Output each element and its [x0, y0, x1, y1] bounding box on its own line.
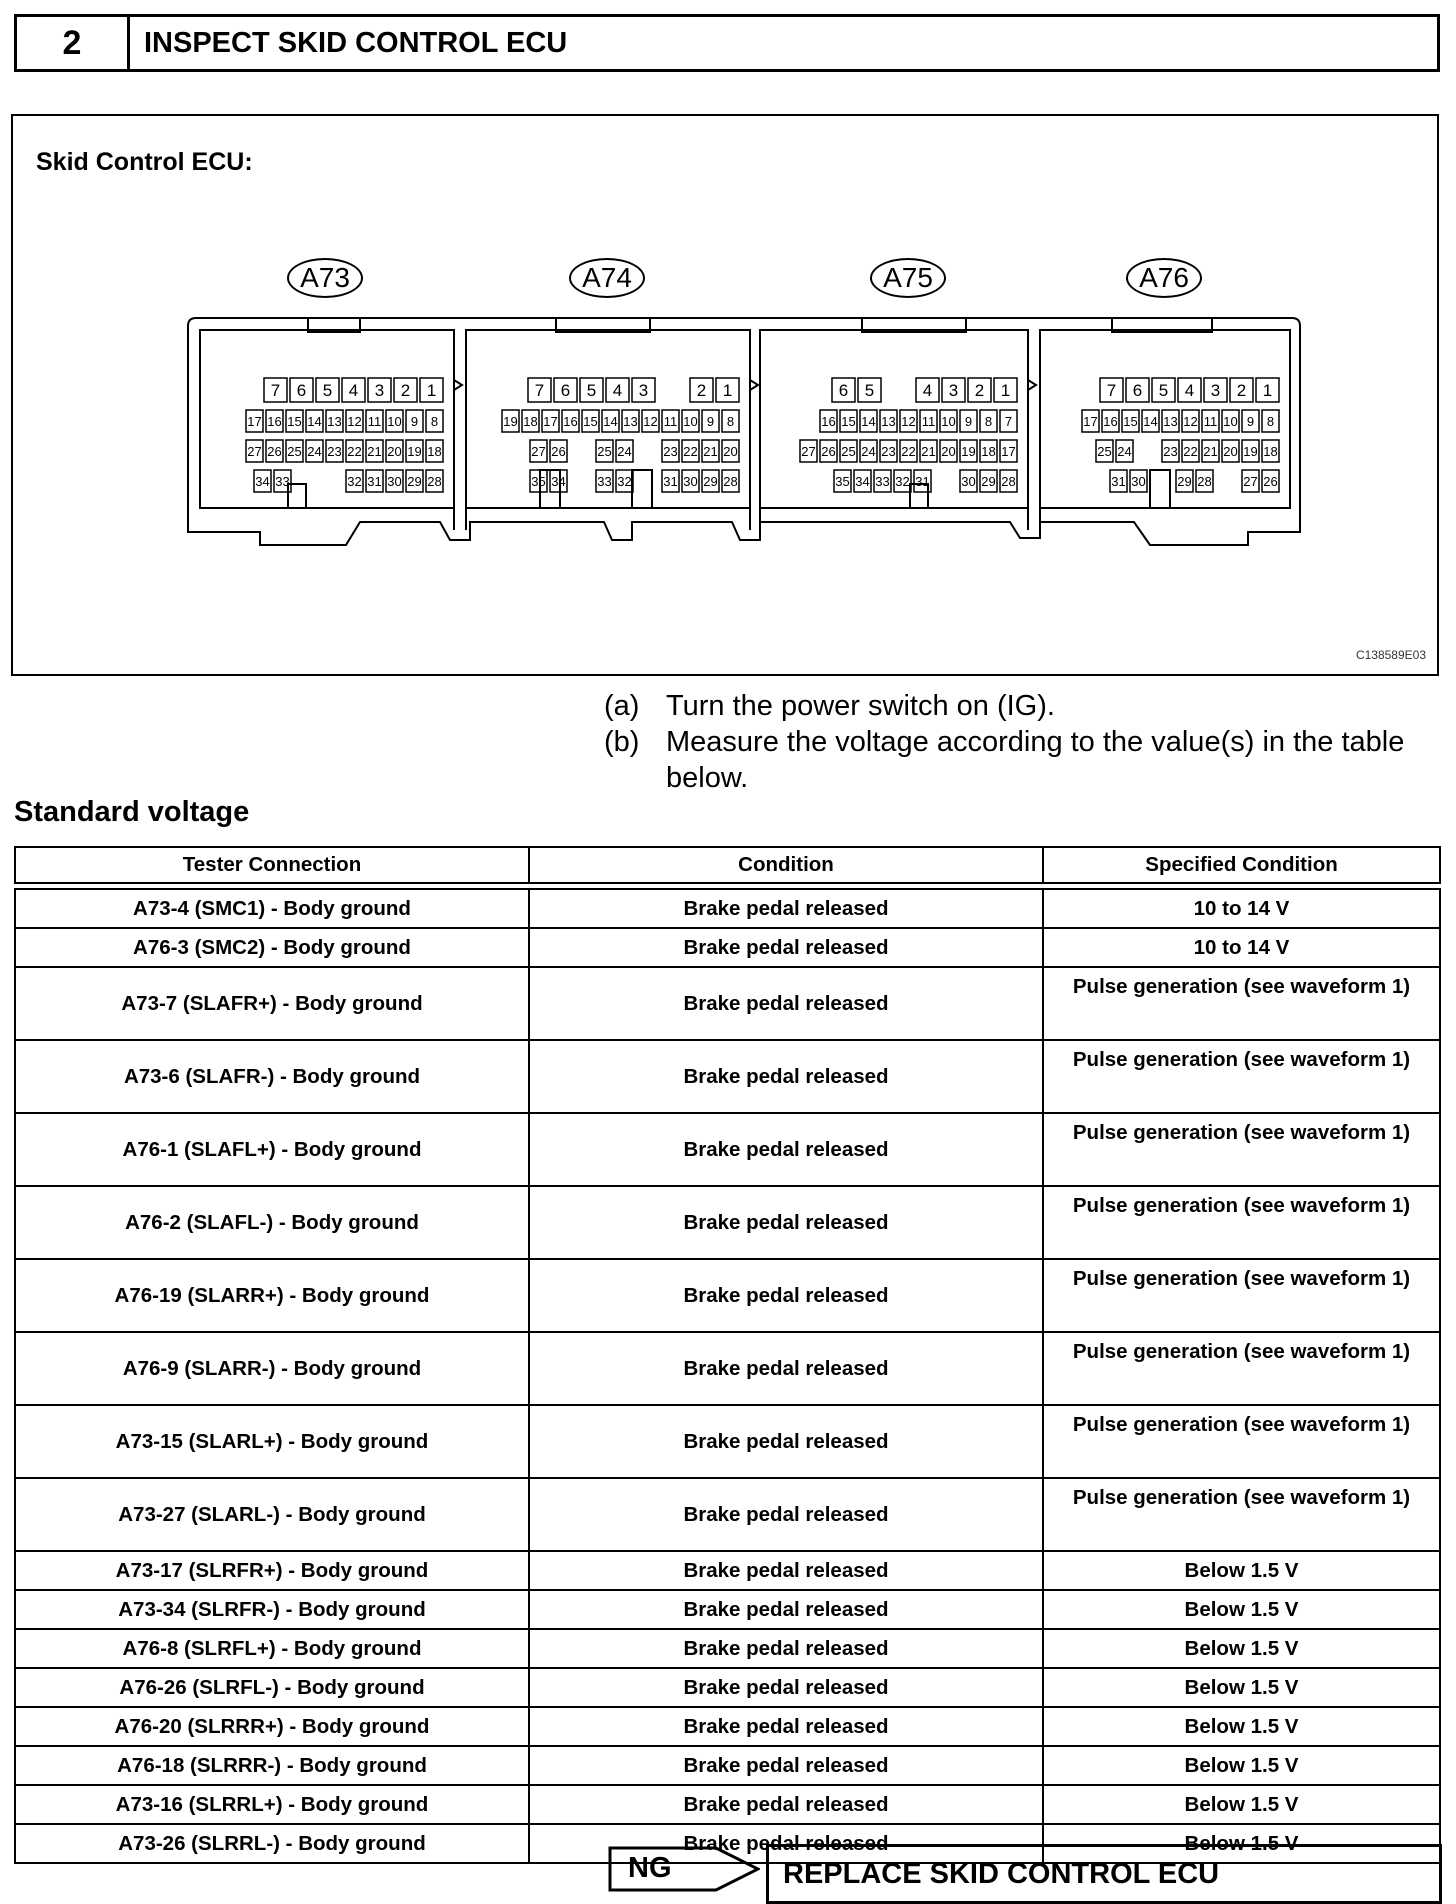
pin-number: 19 — [407, 444, 422, 459]
tester-connection-cell: A73-27 (SLARL-) - Body ground — [15, 1478, 529, 1551]
instruction-a-label: (a) — [604, 690, 640, 722]
pin-number: 12 — [643, 414, 658, 429]
pin-number: 24 — [307, 444, 322, 459]
pin-number: 14 — [861, 414, 876, 429]
pin-number: 7 — [270, 381, 281, 400]
tester-connection-cell: A76-18 (SLRRR-) - Body ground — [15, 1746, 529, 1785]
pin-number: 17 — [543, 414, 558, 429]
specified-condition-cell: Below 1.5 V — [1043, 1551, 1440, 1590]
pin-number: 5 — [586, 381, 597, 400]
pin-number: 31 — [1111, 474, 1126, 489]
pin-number: 22 — [683, 444, 698, 459]
instruction-a-text: Turn the power switch on (IG). — [666, 690, 1055, 722]
pin-number: 27 — [801, 444, 816, 459]
pin-number: 8 — [984, 414, 993, 429]
pin-number: 17 — [1083, 414, 1098, 429]
table-row — [15, 1259, 1440, 1332]
pin-number: 21 — [1203, 444, 1218, 459]
header-tester-connection: Tester Connection — [15, 847, 529, 883]
table-row — [15, 1629, 1440, 1668]
pin-number: 11 — [663, 414, 678, 429]
specified-condition-cell: Below 1.5 V — [1043, 1707, 1440, 1746]
table-row — [15, 1478, 1440, 1551]
specified-condition-cell: Pulse generation (see waveform 1) — [1043, 1405, 1440, 1478]
tester-connection-cell: A76-8 (SLRFL+) - Body ground — [15, 1629, 529, 1668]
connector-pins — [246, 378, 1279, 492]
pin-number: 6 — [296, 381, 307, 400]
condition-cell: Brake pedal released — [529, 1113, 1043, 1186]
pin-number: 31 — [367, 474, 382, 489]
pin-number: 7 — [1106, 381, 1117, 400]
step-number: 2 — [17, 17, 130, 69]
pin-number: 33 — [597, 474, 612, 489]
pin-number: 9 — [706, 414, 715, 429]
pin-number: 23 — [881, 444, 896, 459]
ng-label: NG — [628, 1852, 672, 1884]
pin-number: 34 — [551, 474, 566, 489]
table-header-row — [15, 847, 1440, 883]
pin-number: 11 — [1203, 414, 1218, 429]
instruction-b — [604, 724, 1426, 796]
pin-number: 30 — [683, 474, 698, 489]
connector-label-a76: A76 — [1126, 258, 1202, 298]
pin-number: 28 — [1001, 474, 1016, 489]
pin-number: 21 — [703, 444, 718, 459]
tester-connection-cell: A76-1 (SLAFL+) - Body ground — [15, 1113, 529, 1186]
pin-number: 1 — [1000, 381, 1011, 400]
pin-number: 28 — [427, 474, 442, 489]
condition-cell: Brake pedal released — [529, 1405, 1043, 1478]
specified-condition-cell: Pulse generation (see waveform 1) — [1043, 1040, 1440, 1113]
pin-number: 7 — [534, 381, 545, 400]
pin-number: 8 — [726, 414, 735, 429]
pin-number: 18 — [1263, 444, 1278, 459]
pin-number: 10 — [941, 414, 956, 429]
ng-box — [608, 1846, 760, 1892]
specified-condition-cell: Below 1.5 V — [1043, 1668, 1440, 1707]
pin-number: 7 — [1004, 414, 1013, 429]
specified-condition-cell: Pulse generation (see waveform 1) — [1043, 1259, 1440, 1332]
condition-cell: Brake pedal released — [529, 889, 1043, 928]
pin-number: 23 — [663, 444, 678, 459]
table-row — [15, 1707, 1440, 1746]
table-row — [15, 1668, 1440, 1707]
pin-number: 16 — [267, 414, 282, 429]
pin-number: 33 — [275, 474, 290, 489]
pin-number: 6 — [1132, 381, 1143, 400]
condition-cell: Brake pedal released — [529, 928, 1043, 967]
pin-number: 15 — [287, 414, 302, 429]
pin-number: 13 — [1163, 414, 1178, 429]
pin-number: 32 — [617, 474, 632, 489]
pin-number: 22 — [347, 444, 362, 459]
standard-voltage-title: Standard voltage — [14, 796, 250, 828]
pin-number: 6 — [838, 381, 849, 400]
pin-number: 30 — [961, 474, 976, 489]
table-row — [15, 928, 1440, 967]
pin-number: 25 — [1097, 444, 1112, 459]
pin-number: 34 — [255, 474, 270, 489]
pin-number: 31 — [915, 474, 930, 489]
pin-number: 24 — [1117, 444, 1132, 459]
pin-number: 10 — [1223, 414, 1238, 429]
pin-number: 31 — [663, 474, 678, 489]
pin-number: 21 — [367, 444, 382, 459]
pin-number: 11 — [921, 414, 936, 429]
pin-number: 33 — [875, 474, 890, 489]
pin-number: 16 — [821, 414, 836, 429]
pin-number: 27 — [1243, 474, 1258, 489]
tester-connection-cell: A76-9 (SLARR-) - Body ground — [15, 1332, 529, 1405]
condition-cell: Brake pedal released — [529, 1551, 1043, 1590]
pin-number: 11 — [367, 414, 382, 429]
tester-connection-cell: A73-26 (SLRRL-) - Body ground — [15, 1824, 529, 1863]
condition-cell: Brake pedal released — [529, 1629, 1043, 1668]
pin-number: 34 — [855, 474, 870, 489]
pin-number: 29 — [703, 474, 718, 489]
connector-label-a75: A75 — [870, 258, 946, 298]
specified-condition-cell: Pulse generation (see waveform 1) — [1043, 967, 1440, 1040]
pin-number: 29 — [1177, 474, 1192, 489]
instruction-a — [604, 688, 1426, 724]
tester-connection-cell: A73-17 (SLRFR+) - Body ground — [15, 1551, 529, 1590]
pin-number: 29 — [407, 474, 422, 489]
ecu-connector-drawing — [0, 0, 1456, 700]
pin-number: 14 — [603, 414, 618, 429]
specified-condition-cell: Pulse generation (see waveform 1) — [1043, 1332, 1440, 1405]
tester-connection-cell: A76-19 (SLARR+) - Body ground — [15, 1259, 529, 1332]
tester-connection-cell: A73-6 (SLAFR-) - Body ground — [15, 1040, 529, 1113]
condition-cell: Brake pedal released — [529, 1746, 1043, 1785]
pin-number: 25 — [841, 444, 856, 459]
pin-number: 5 — [1158, 381, 1169, 400]
instruction-b-label: (b) — [604, 726, 640, 758]
specified-condition-cell: Below 1.5 V — [1043, 1824, 1440, 1863]
tester-connection-cell: A73-15 (SLARL+) - Body ground — [15, 1405, 529, 1478]
pin-number: 28 — [1197, 474, 1212, 489]
pin-number: 9 — [964, 414, 973, 429]
pin-number: 18 — [523, 414, 538, 429]
header-specified-condition: Specified Condition — [1043, 847, 1440, 883]
pin-number: 20 — [941, 444, 956, 459]
pin-number: 4 — [612, 381, 623, 400]
table-row — [15, 1332, 1440, 1405]
pin-number: 26 — [267, 444, 282, 459]
pin-number: 25 — [287, 444, 302, 459]
table-row — [15, 1746, 1440, 1785]
pin-number: 26 — [821, 444, 836, 459]
result-action: REPLACE SKID CONTROL ECU — [766, 1844, 1442, 1904]
table-row — [15, 1186, 1440, 1259]
pin-number: 18 — [981, 444, 996, 459]
specified-condition-cell: Below 1.5 V — [1043, 1590, 1440, 1629]
specified-condition-cell: Pulse generation (see waveform 1) — [1043, 1478, 1440, 1551]
connector-label-a74: A74 — [569, 258, 645, 298]
specified-condition-cell: 10 to 14 V — [1043, 889, 1440, 928]
pin-number: 4 — [1184, 381, 1195, 400]
condition-cell: Brake pedal released — [529, 1040, 1043, 1113]
pin-number: 3 — [1210, 381, 1221, 400]
pin-number: 12 — [1183, 414, 1198, 429]
tester-connection-cell: A76-3 (SMC2) - Body ground — [15, 928, 529, 967]
tester-connection-cell: A73-16 (SLRRL+) - Body ground — [15, 1785, 529, 1824]
pin-number: 5 — [864, 381, 875, 400]
pin-number: 15 — [1123, 414, 1138, 429]
pin-number: 3 — [638, 381, 649, 400]
connector-label-a73: A73 — [287, 258, 363, 298]
table-row — [15, 889, 1440, 928]
pin-number: 5 — [322, 381, 333, 400]
specified-condition-cell: Below 1.5 V — [1043, 1629, 1440, 1668]
condition-cell: Brake pedal released — [529, 1590, 1043, 1629]
pin-number: 6 — [560, 381, 571, 400]
condition-cell: Brake pedal released — [529, 967, 1043, 1040]
pin-number: 23 — [1163, 444, 1178, 459]
pin-number: 25 — [597, 444, 612, 459]
pin-number: 29 — [981, 474, 996, 489]
pin-number: 2 — [696, 381, 707, 400]
pin-number: 13 — [623, 414, 638, 429]
pin-number: 18 — [427, 444, 442, 459]
pin-number: 12 — [347, 414, 362, 429]
pin-number: 30 — [387, 474, 402, 489]
pin-number: 20 — [723, 444, 738, 459]
pin-number: 19 — [1243, 444, 1258, 459]
specified-condition-cell: Pulse generation (see waveform 1) — [1043, 1186, 1440, 1259]
pin-number: 27 — [531, 444, 546, 459]
pin-number: 17 — [247, 414, 262, 429]
table-row — [15, 1405, 1440, 1478]
pin-number: 1 — [722, 381, 733, 400]
pin-number: 9 — [1246, 414, 1255, 429]
pin-number: 24 — [861, 444, 876, 459]
pin-number: 1 — [426, 381, 437, 400]
pin-number: 14 — [1143, 414, 1158, 429]
pin-number: 26 — [551, 444, 566, 459]
header-condition: Condition — [529, 847, 1043, 883]
pin-number: 4 — [922, 381, 933, 400]
pin-number: 20 — [387, 444, 402, 459]
pin-number: 10 — [683, 414, 698, 429]
pin-number: 19 — [503, 414, 518, 429]
specified-condition-cell: Pulse generation (see waveform 1) — [1043, 1113, 1440, 1186]
pin-number: 4 — [348, 381, 359, 400]
pin-number: 15 — [841, 414, 856, 429]
pin-number: 28 — [723, 474, 738, 489]
specified-condition-cell: Below 1.5 V — [1043, 1785, 1440, 1824]
pin-number: 24 — [617, 444, 632, 459]
condition-cell: Brake pedal released — [529, 1785, 1043, 1824]
specified-condition-cell: Below 1.5 V — [1043, 1746, 1440, 1785]
pin-number: 15 — [583, 414, 598, 429]
condition-cell: Brake pedal released — [529, 1824, 1043, 1863]
condition-cell: Brake pedal released — [529, 1186, 1043, 1259]
table-row — [15, 1113, 1440, 1186]
pin-number: 19 — [961, 444, 976, 459]
tester-connection-cell: A76-2 (SLAFL-) - Body ground — [15, 1186, 529, 1259]
pin-number: 13 — [327, 414, 342, 429]
table-row — [15, 1551, 1440, 1590]
figure-title: Skid Control ECU: — [36, 148, 253, 176]
condition-cell: Brake pedal released — [529, 1259, 1043, 1332]
tester-connection-cell: A73-4 (SMC1) - Body ground — [15, 889, 529, 928]
table-row — [15, 1040, 1440, 1113]
step-title: INSPECT SKID CONTROL ECU — [144, 26, 568, 59]
pin-number: 17 — [1001, 444, 1016, 459]
pin-number: 30 — [1131, 474, 1146, 489]
pin-number: 16 — [563, 414, 578, 429]
pin-number: 8 — [1266, 414, 1275, 429]
tester-connection-cell: A73-34 (SLRFR-) - Body ground — [15, 1590, 529, 1629]
pin-number: 23 — [327, 444, 342, 459]
table-row — [15, 1785, 1440, 1824]
pin-number: 14 — [307, 414, 322, 429]
pin-number: 27 — [247, 444, 262, 459]
pin-number: 32 — [895, 474, 910, 489]
pin-number: 2 — [1236, 381, 1247, 400]
tester-connection-cell: A76-20 (SLRRR+) - Body ground — [15, 1707, 529, 1746]
pin-number: 16 — [1103, 414, 1118, 429]
instruction-b-text: Measure the voltage according to the value(s) in the table below. — [666, 726, 1405, 794]
pin-number: 2 — [974, 381, 985, 400]
condition-cell: Brake pedal released — [529, 1707, 1043, 1746]
pin-number: 22 — [901, 444, 916, 459]
pin-number: 12 — [901, 414, 916, 429]
specified-condition-cell: 10 to 14 V — [1043, 928, 1440, 967]
pin-number: 8 — [430, 414, 439, 429]
condition-cell: Brake pedal released — [529, 1332, 1043, 1405]
pin-number: 26 — [1263, 474, 1278, 489]
tester-connection-cell: A76-26 (SLRFL-) - Body ground — [15, 1668, 529, 1707]
pin-number: 32 — [347, 474, 362, 489]
pin-number: 1 — [1262, 381, 1273, 400]
pin-number: 13 — [881, 414, 896, 429]
pin-number: 21 — [921, 444, 936, 459]
condition-cell: Brake pedal released — [529, 1478, 1043, 1551]
tester-connection-cell: A73-7 (SLAFR+) - Body ground — [15, 967, 529, 1040]
standard-voltage-table — [14, 846, 1441, 1864]
pin-number: 9 — [410, 414, 419, 429]
instruction-steps — [604, 688, 1426, 796]
pin-number: 20 — [1223, 444, 1238, 459]
pin-number: 3 — [948, 381, 959, 400]
pin-number: 35 — [835, 474, 850, 489]
table-row — [15, 1590, 1440, 1629]
pin-number: 35 — [531, 474, 546, 489]
pin-number: 22 — [1183, 444, 1198, 459]
figure-code: C138589E03 — [1355, 648, 1426, 662]
pin-number: 3 — [374, 381, 385, 400]
table-row — [15, 967, 1440, 1040]
condition-cell: Brake pedal released — [529, 1668, 1043, 1707]
pin-number: 2 — [400, 381, 411, 400]
pin-number: 10 — [387, 414, 402, 429]
